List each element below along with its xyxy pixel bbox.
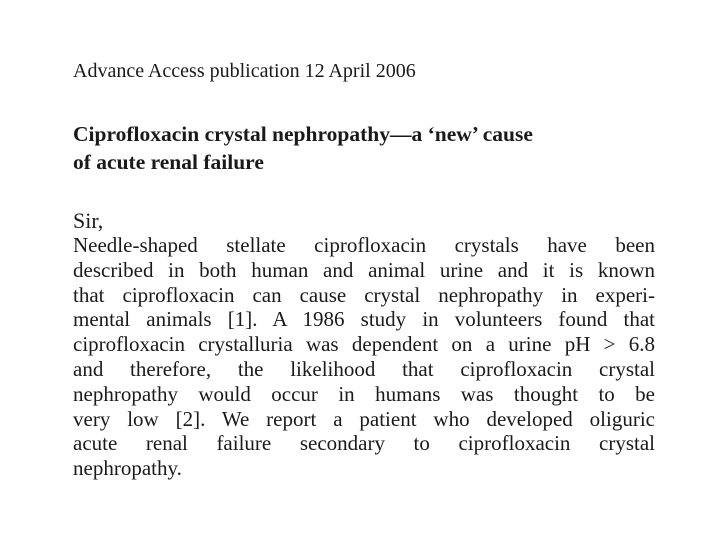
body-text-line: nephropathy. <box>73 456 182 481</box>
body-text-line: and therefore, the likelihood that ciprofloxacin crystal <box>73 356 655 381</box>
body-text-line: mental animals [1]. A 1986 study in volunteers found that <box>73 307 655 332</box>
article-title <box>73 120 673 176</box>
body-text-line: described in both human and animal urine and it is known <box>73 257 655 282</box>
body-text-line: ciprofloxacin crystalluria was dependent on a urine pH > 6.8 <box>73 332 655 357</box>
body-text-line: very low [2]. We report a patient who developed oliguric <box>73 406 655 431</box>
article-title-line: of acute renal failure <box>73 150 264 174</box>
letter-body <box>73 233 655 481</box>
body-text-line: nephropathy would occur in humans was thought to be <box>73 381 655 406</box>
body-text-line: that ciprofloxacin can cause crystal nephropathy in experi- <box>73 282 655 307</box>
body-text-line: Needle-shaped stellate ciprofloxacin crystals have been <box>73 233 655 257</box>
publication-date-line: Advance Access publication 12 April 2006 <box>73 60 416 82</box>
letter-salutation: Sir, <box>73 208 104 233</box>
body-text-line: acute renal failure secondary to ciprofloxacin crystal <box>73 431 655 456</box>
article-title-line: Ciprofloxacin crystal nephropathy—a ‘new’ cause <box>73 122 533 146</box>
